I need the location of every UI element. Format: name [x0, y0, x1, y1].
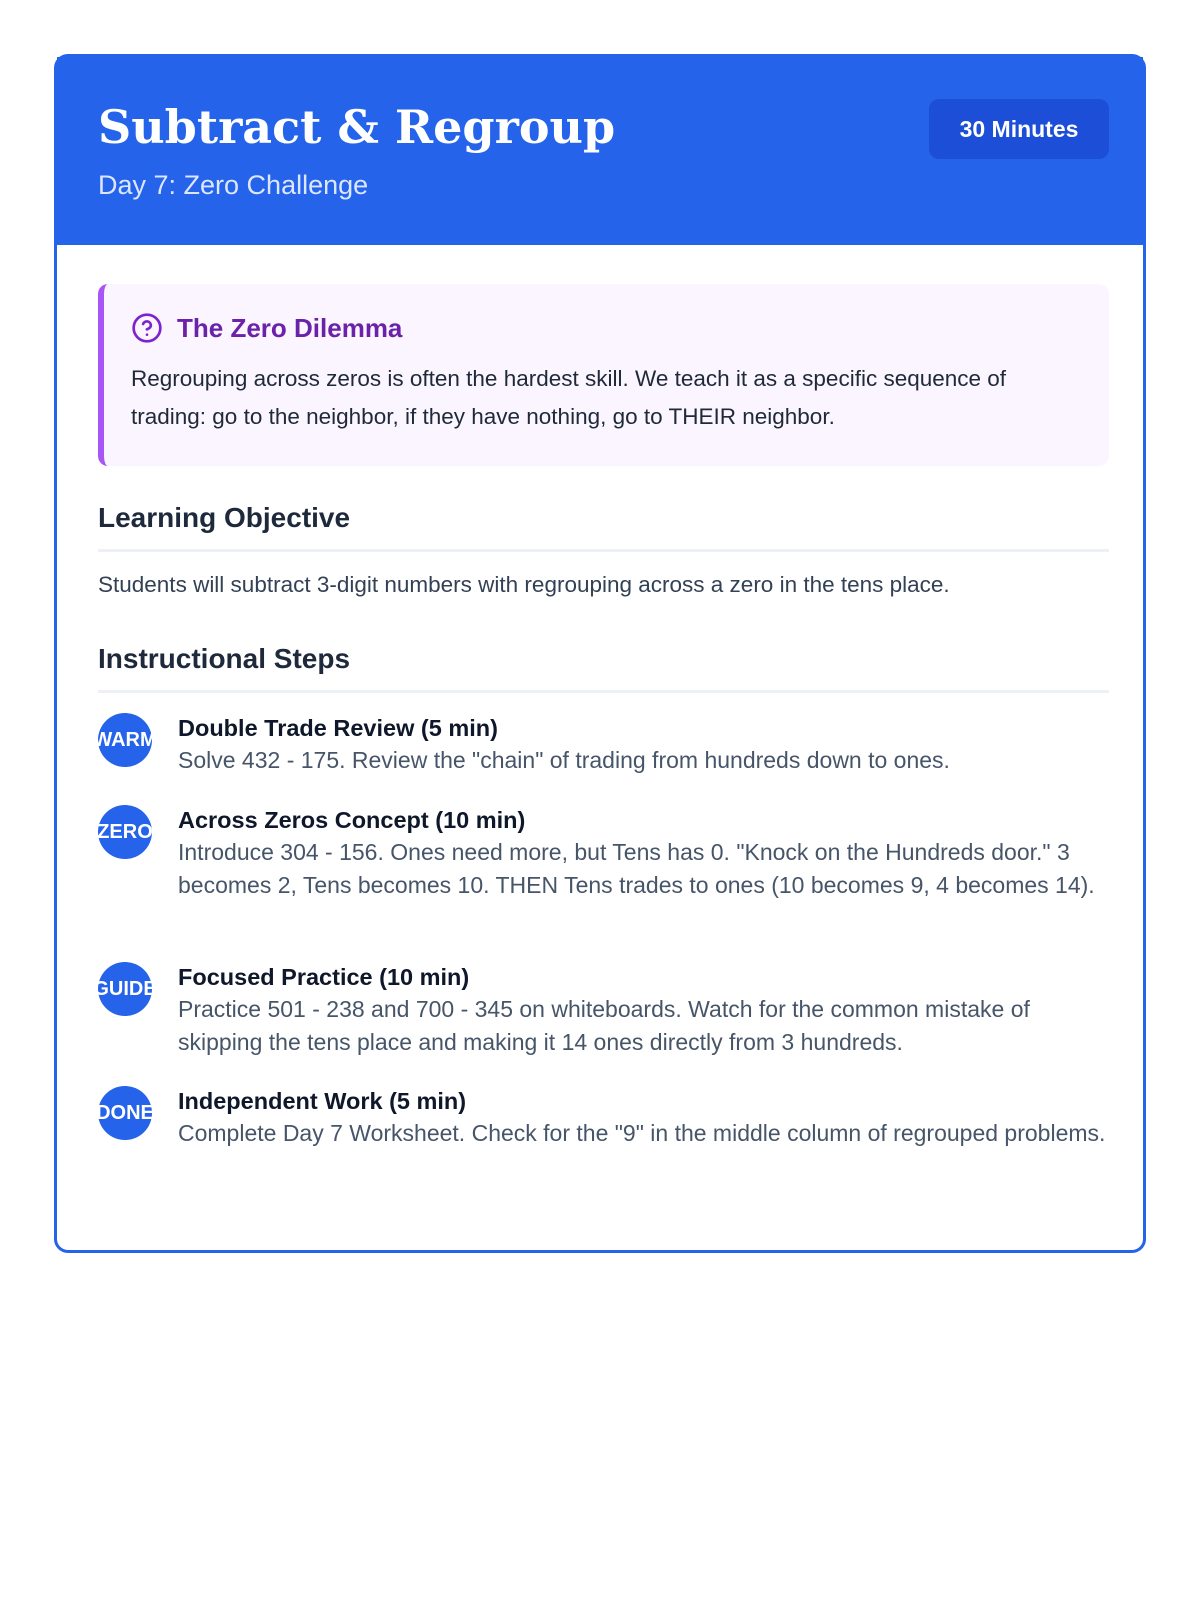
step-text: Introduce 304 - 156. Ones need more, but Tens has 0. "Knock on the Hundreds door." 3 becomes 2, Tens becomes 10. THEN Tens trades to ones (10 becomes 9, 4 becomes 14). [178, 839, 1095, 898]
step-title: Across Zeros Concept (10 min) [178, 807, 526, 833]
step-badge: WARM [98, 713, 152, 767]
step-title: Double Trade Review (5 min) [178, 715, 498, 741]
lesson-header [57, 57, 1143, 245]
callout-text: Regrouping across zeros is often the hardest skill. We teach it as a specific sequence of trading: go to the neighbor, if they have nothing, go to THEIR neighbor. [131, 366, 1007, 429]
learning-objective-text: Students will subtract 3-digit numbers with regrouping across a zero in the tens place. [98, 572, 950, 597]
zero-dilemma-callout [98, 284, 1109, 466]
instructional-steps-heading: Instructional Steps [98, 643, 351, 674]
step-text: Complete Day 7 Worksheet. Check for the "9" in the middle column of regrouped problems. [178, 1120, 1106, 1146]
step-title: Independent Work (5 min) [178, 1088, 467, 1114]
lesson-plan-card [54, 54, 1146, 1253]
step-text: Solve 432 - 175. Review the "chain" of trading from hundreds down to ones. [178, 747, 950, 773]
question-circle-icon [131, 312, 163, 344]
callout-title: The Zero Dilemma [177, 313, 403, 343]
duration-badge: 30 Minutes [929, 99, 1109, 159]
step-badge: GUIDE [98, 962, 152, 1016]
step-text: Practice 501 - 238 and 700 - 345 on whiteboards. Watch for the common mistake of skipping the tens place and making it 14 ones directly from 3 hundreds. [178, 996, 1030, 1055]
lesson-title: Subtract & Regroup [98, 100, 616, 154]
section-divider [98, 549, 1109, 552]
step-badge: ZERO [98, 805, 152, 859]
step-title: Focused Practice (10 min) [178, 964, 470, 990]
section-divider [98, 690, 1109, 693]
lesson-subtitle: Day 7: Zero Challenge [98, 170, 369, 200]
learning-objective-heading: Learning Objective [98, 502, 351, 533]
step-badge: DONE [98, 1086, 152, 1140]
